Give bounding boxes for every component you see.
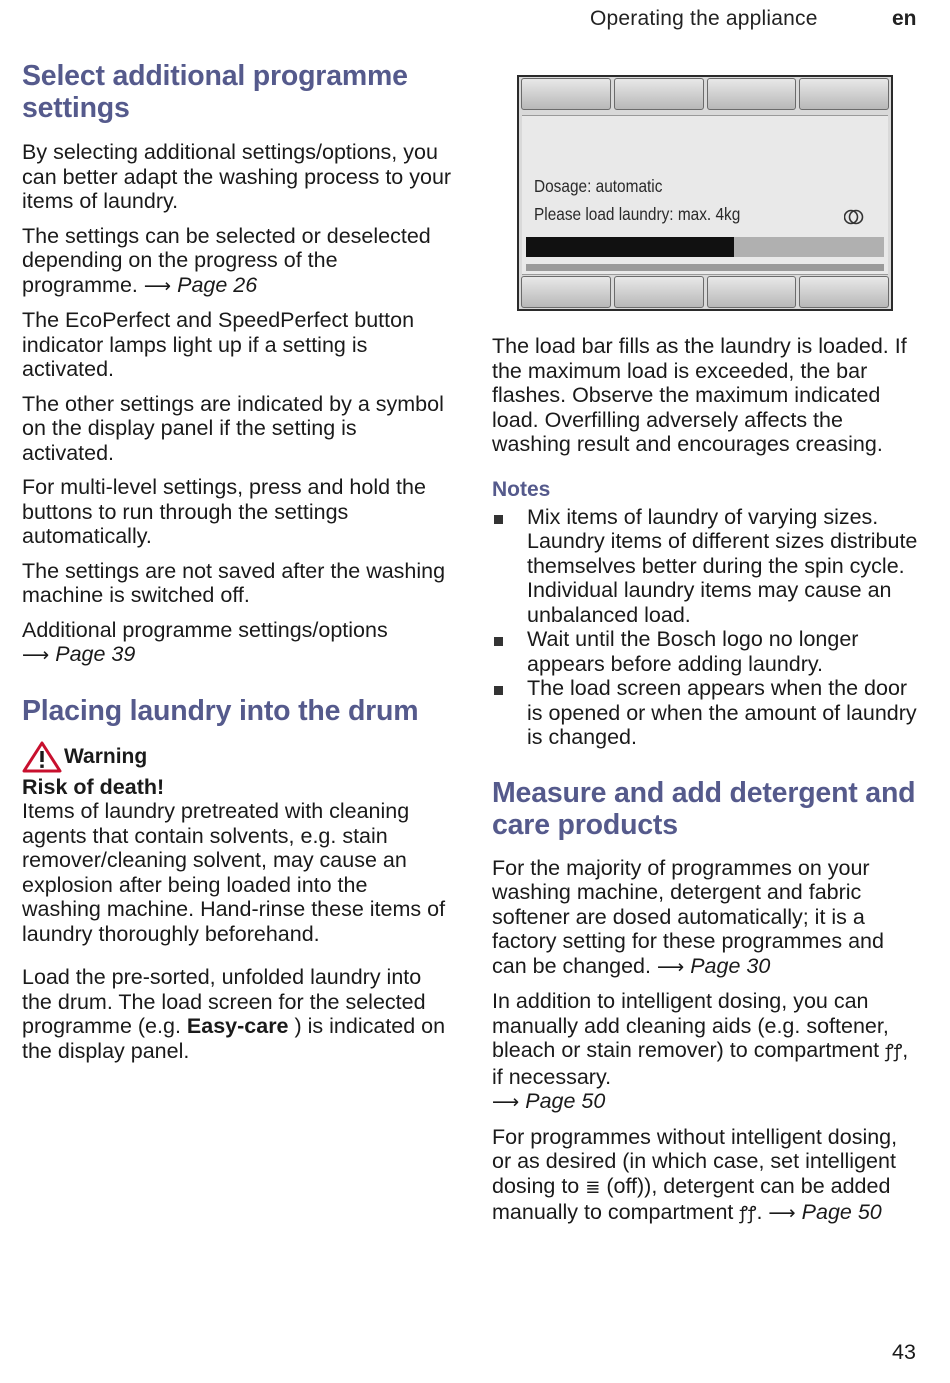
paragraph: For multi-level settings, press and hold the buttons to run through the settings automatically. (22, 475, 426, 548)
bullet-icon (494, 515, 503, 524)
arrow-icon: ⟶ (492, 1091, 520, 1113)
notes-list (492, 505, 920, 750)
display-button[interactable] (799, 276, 889, 308)
display-button[interactable] (614, 276, 704, 308)
running-header-language: en (892, 7, 917, 30)
running-header-section: Operating the appliance (590, 7, 818, 30)
heading-measure-detergent: Measure and add detergent and care products (492, 776, 916, 841)
warning-label: Warning (64, 744, 148, 768)
paragraph: The settings are not saved after the washing machine is switched off. (22, 558, 446, 607)
programme-name: Easy-care (186, 1014, 289, 1038)
display-button[interactable] (707, 276, 797, 308)
display-button[interactable] (521, 78, 611, 110)
paragraph: By selecting additional settings/options, you can better adapt the washing process to your items of laundry. (22, 140, 452, 213)
paragraph: Load the pre-sorted, unfolded laundry into the drum. The load screen for the selected programme (e.g. Easy-care ) is indicated on the display panel. (22, 965, 446, 1063)
page-number: 43 (892, 1340, 916, 1364)
arrow-icon: ⟶ (656, 955, 685, 978)
dosing-off-icon: ≣ (585, 1176, 601, 1198)
notes-heading: Notes (492, 477, 551, 501)
paragraph: For the majority of programmes on your washing machine, detergent and fabric softener are dosed automatically; it is a factory setting for these programmes and can be changed. ⟶ Page 30 (492, 855, 884, 978)
display-top-buttons (521, 78, 889, 110)
risk-of-death-label: Risk of death! (22, 774, 165, 799)
load-bar-fill (526, 237, 734, 257)
warning-triangle-icon (22, 741, 62, 773)
heading-placing-laundry: Placing laundry into the drum (22, 694, 419, 727)
list-item: Mix items of laundry of varying sizes. Laundry items of different sizes distribute themselves better during the spin cycle. Individual laundry items may cause an unbalanced load. (492, 505, 920, 628)
list-item: Wait until the Bosch logo no longer appears before adding laundry. (492, 627, 920, 676)
paragraph: In addition to intelligent dosing, you can manually add cleaning aids (e.g. softener, bleach or stain remover) to compartment ꝭꝭ, if necessary. ⟶ Page 50 (492, 989, 909, 1113)
display-button[interactable] (521, 276, 611, 308)
warning-text: Items of laundry pretreated with cleaning agents that contain solvents, e.g. stain remover/cleaning solvent, may cause an explosion after being loaded into the washing machine. Hand-rinse these items of laundry thoroughly beforehand. (22, 799, 446, 946)
page-reference-link[interactable]: Page 50 (801, 1200, 882, 1224)
paragraph: Additional programme settings/options ⟶ Page 39 (22, 617, 388, 666)
display-panel (517, 75, 893, 311)
display-button[interactable] (614, 78, 704, 110)
bullet-icon (494, 637, 503, 646)
paragraph: For programmes without intelligent dosing, or as desired (in which case, set intelligent dosing to ≣ (off)), detergent can be added manually to compartment ꝭꝭ. ⟶ Page 50 (492, 1124, 898, 1224)
paragraph: The load bar fills as the laundry is loaded. If the maximum load is exceeded, the bar flashes. Observe the maximum indicated load. Overfilling adversely affects the washing result and encourages creasing. (492, 334, 907, 456)
paragraph: The other settings are indicated by a symbol on the display panel if the setting is activated. (22, 391, 444, 465)
page-reference-link[interactable]: Page 30 (690, 953, 771, 978)
paragraph: The EcoPerfect and SpeedPerfect button indicator lamps light up if a setting is activated. (22, 308, 415, 381)
page-reference-link[interactable]: Page 26 (177, 272, 258, 297)
bullet-icon (494, 686, 503, 695)
page-reference-link[interactable]: Page 50 (525, 1089, 606, 1113)
page-reference-link[interactable]: Page 39 (55, 642, 136, 666)
display-load-line: Please load laundry: max. 4kg (534, 204, 741, 224)
list-item: The load screen appears when the door is opened or when the amount of laundry is changed. (492, 676, 920, 750)
display-button[interactable] (707, 78, 797, 110)
paragraph: The settings can be selected or deselected depending on the progress of the programme. ⟶ Page 26 (22, 223, 431, 297)
display-button[interactable] (799, 78, 889, 110)
display-screen (522, 115, 888, 275)
heading-select-additional-settings: Select additional programme settings (22, 60, 408, 124)
compartment-icon: ꝭꝭ (739, 1203, 757, 1224)
display-dosage-line: Dosage: automatic (534, 176, 663, 196)
arrow-icon: ⟶ (143, 274, 172, 297)
arrow-icon: ⟶ (768, 1202, 796, 1224)
display-bottom-buttons (521, 276, 889, 308)
sensor-drum-icon (844, 208, 864, 226)
arrow-icon: ⟶ (22, 644, 50, 666)
display-divider (526, 264, 884, 271)
load-bar (526, 237, 884, 257)
compartment-icon: ꝭꝭ (885, 1041, 903, 1062)
left-column (22, 60, 452, 1063)
right-column (492, 60, 920, 1227)
warning-heading (22, 741, 452, 773)
